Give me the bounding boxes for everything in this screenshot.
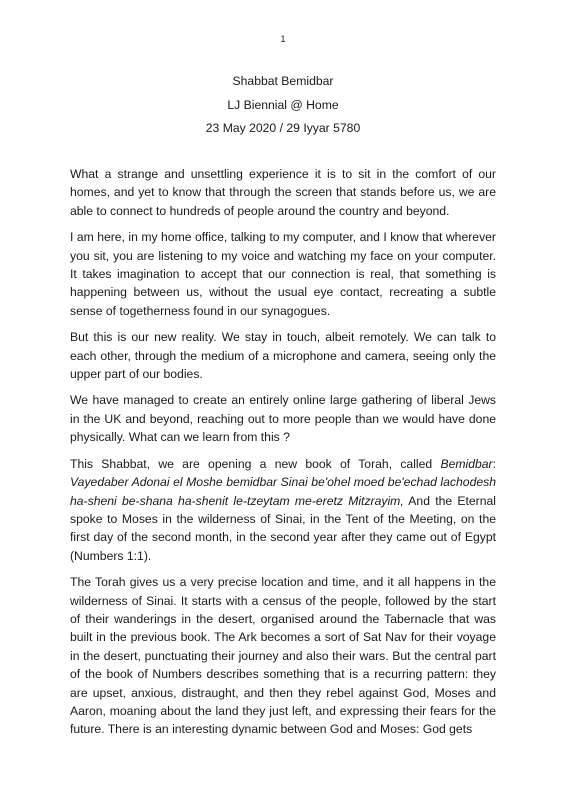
verse-translation: And the Eternal spoke to Moses in the wilderness of Sinai, in the Tent of the Meeting, on the first day of the second month, in the second year after they came out of Egypt (Numbers 1:1). [70,493,497,563]
paragraph-5-colon: : [492,456,496,471]
sermon-date: 23 May 2020 / 29 Iyyar 5780 [205,121,361,135]
paragraph-6: The Torah gives us a very precise location and time, and it all happens in the wilderness of Sinai. It starts with a census of the people, followed by the start of their wanderings in the desert, organised around the Tabernacle that was built in the previous book. The Ark becomes a sort of Sat Nav for their voyage in the desert, punctuating their journey and also their wars. But the central part of the book of Numbers describes something that is a recurring pattern: they are upset, anxious, distraught, and then they rebel against God, Moses and Aaron, moaning about the land they just left, and expressing their fears for the future. There is an interesting dynamic between God and Moses: God gets [70,575,496,737]
event-name: LJ Biennial @ Home [227,97,339,112]
page-number: 1 [280,34,286,44]
paragraph-5 [70,455,496,565]
book-name: Bemidbar [440,456,493,471]
paragraph-4: We have managed to create an entirely online large gathering of liberal Jews in the UK and beyond, reaching out to more people than we would have done physically. What can we learn from this ? [70,393,496,445]
paragraph-1: What a strange and unsettling experience it is to sit in the comfort of our homes, and yet to know that through the screen that stands before us, we are able to connect to hundreds of people around the country and beyond. [70,167,496,218]
title-block [0,70,566,141]
sermon-title: Shabbat Bemidbar [232,74,334,88]
paragraph-2: I am here, in my home office, talking to my computer, and I know that wherever you sit, you are listening to my voice and watching my face on your computer. It takes imagination to accept that our connection is real, that something is happening between us, without the usual eye contact, recreating a subtle sense of togetherness found in our synagogues. [70,230,496,318]
hebrew-verse: Vayedaber Adonai el Moshe bemidbar Sinai be'ohel moed be'echad lachodesh ha-sheni be-shana ha-shenit le-tzeytam me-eretz Mitzrayim, [70,475,496,508]
paragraph-5-intro: This Shabbat, we are opening a new book of Torah, called [70,456,441,471]
paragraph-3: But this is our new reality. We stay in touch, albeit remotely. We can talk to each other, through the medium of a microphone and camera, seeing only the upper part of our bodies. [70,330,496,382]
document-body [70,165,496,747]
